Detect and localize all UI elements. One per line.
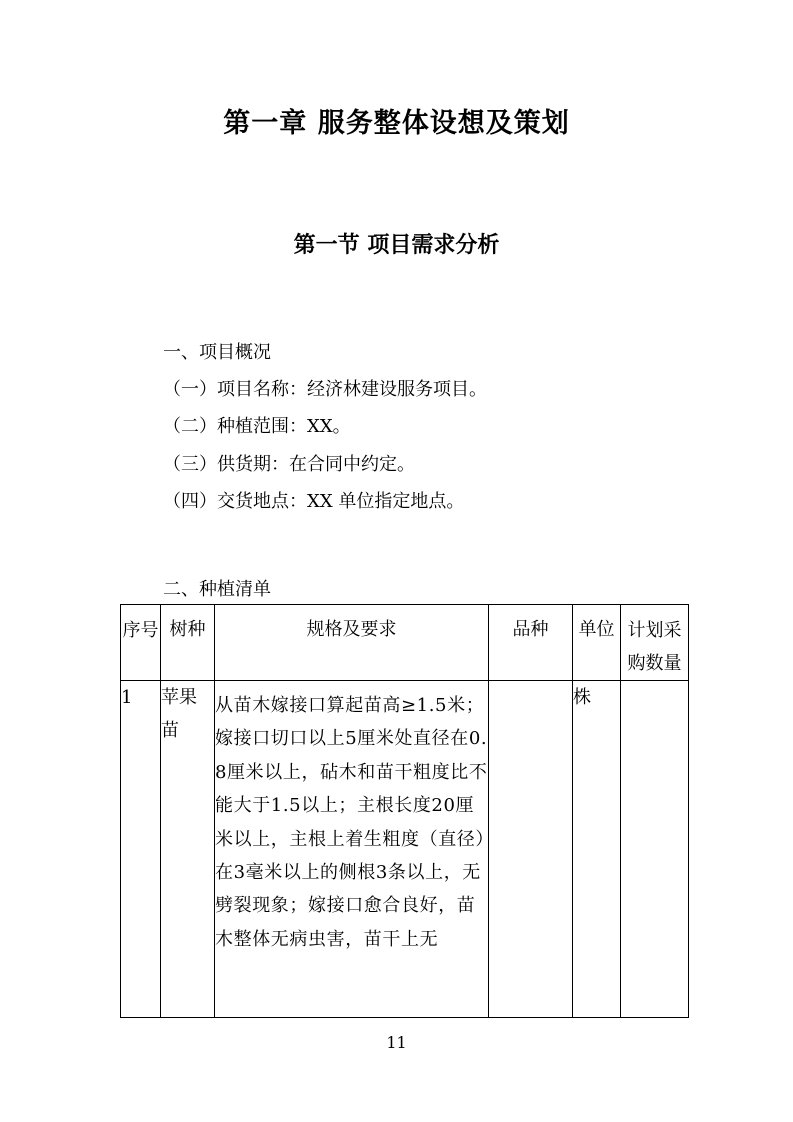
chapter-title: 第一章 服务整体设想及策划 — [223, 108, 570, 139]
header-index: 序号 — [121, 605, 161, 681]
cell-variety — [489, 681, 573, 1018]
planting-table — [120, 604, 689, 1018]
cell-index: 1 — [121, 681, 161, 1018]
header-plan-qty: 计划采购数量 — [621, 605, 689, 681]
header-unit: 单位 — [573, 605, 621, 681]
header-spec: 规格及要求 — [215, 605, 489, 681]
overview-item: （二）种植范围：XX。 — [163, 416, 351, 437]
section-title: 第一节 项目需求分析 — [293, 232, 500, 258]
overview-heading: 一、项目概况 — [163, 342, 271, 363]
header-species: 树种 — [161, 605, 215, 681]
cell-species: 苹果苗 — [161, 681, 215, 1018]
cell-unit: 株 — [573, 681, 621, 1018]
page-number: 11 — [386, 1033, 407, 1052]
cell-spec: 从苗木嫁接口算起苗高≥1.5米；嫁接口切口以上5厘米处直径在0.8厘米以上，砧木和苗干粗度比不能大于1.5以上；主根长度20厘米以上，主根上着生粗度（直径）在3毫米以上的侧根3条以上，无劈裂现象；嫁接口愈合良好，苗木整体无病虫害，苗干上无 — [215, 681, 489, 1018]
overview-item: （四）交货地点：XX 单位指定地点。 — [163, 491, 465, 512]
overview-item: （一）项目名称：经济林建设服务项目。 — [163, 379, 487, 400]
table-row — [121, 681, 689, 1018]
overview-item: （三）供货期：在合同中约定。 — [163, 454, 415, 475]
cell-plan-qty — [621, 681, 689, 1018]
header-variety: 品种 — [489, 605, 573, 681]
planting-list-heading: 二、种植清单 — [163, 579, 271, 600]
table-header-row — [121, 605, 689, 681]
